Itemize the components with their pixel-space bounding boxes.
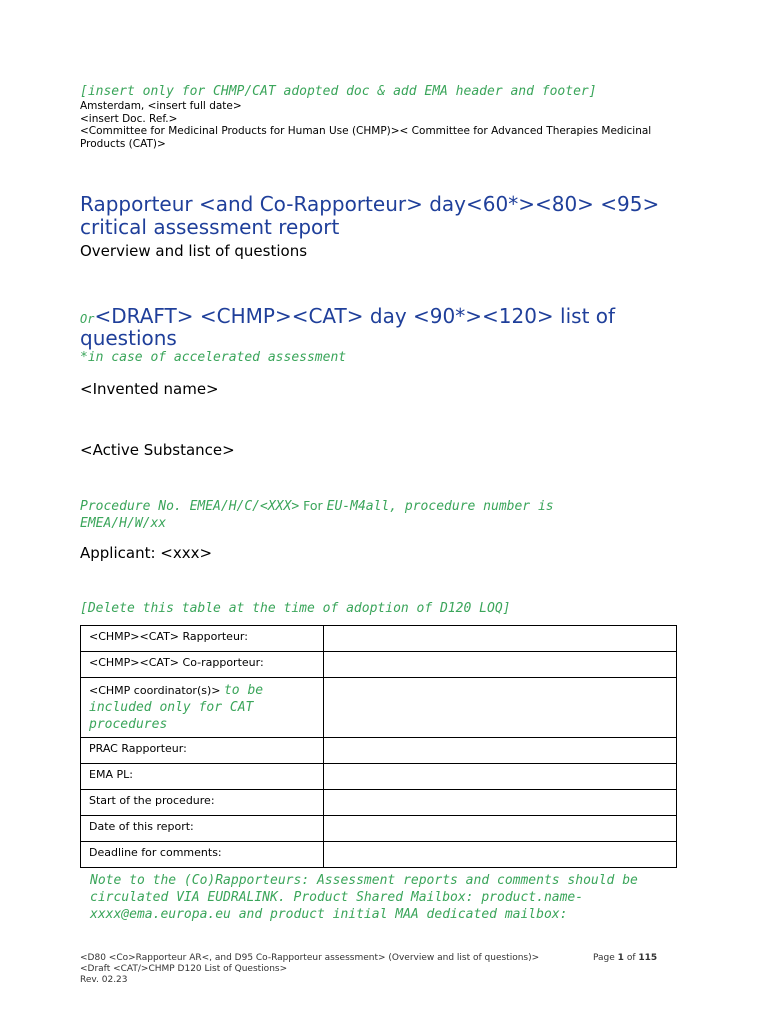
- procedure-part4: EMEA/H/W/xx: [80, 516, 167, 531]
- ema-pl-label: EMA PL:: [81, 764, 324, 790]
- deadline-value[interactable]: [324, 842, 677, 868]
- doc-ref: <insert Doc. Ref.>: [80, 113, 178, 125]
- procedure-part2: For: [299, 498, 327, 513]
- table-row: [81, 842, 677, 868]
- applicant: Applicant: <xxx>: [80, 544, 213, 562]
- title-line1: Rapporteur <and Co-Rapporteur> day<60*><80> <95>: [80, 192, 660, 216]
- table-row: [81, 738, 677, 764]
- coordinator-value[interactable]: [324, 678, 677, 738]
- alt-title-text: <DRAFT> <CHMP><CAT> day <90*><120> list of: [94, 304, 616, 328]
- of-label: of: [626, 953, 636, 963]
- note-line3: xxxx@ema.europa.eu and product initial MAA dedicated mailbox:: [90, 907, 568, 922]
- procedure-part1: Procedure No. EMEA/H/C/<XXX>: [80, 499, 300, 514]
- date-value[interactable]: [324, 816, 677, 842]
- table-row: [81, 790, 677, 816]
- footer-left: [80, 953, 539, 986]
- date-label: Date of this report:: [81, 816, 324, 842]
- ema-pl-value[interactable]: [324, 764, 677, 790]
- committees: <Committee for Medicinal Products for Human Use (CHMP)>< Committee for Advanced Therapies Medicinal Products (CAT)>: [80, 125, 652, 150]
- page-label: Page: [593, 953, 615, 963]
- or-prefix: Or: [80, 312, 95, 326]
- title-line2: critical assessment report: [80, 215, 340, 239]
- prac-label: PRAC Rapporteur:: [81, 738, 324, 764]
- accelerated-footnote: *in case of accelerated assessment: [80, 350, 347, 365]
- start-label: Start of the procedure:: [81, 790, 324, 816]
- rapporteur-label: <CHMP><CAT> Rapporteur:: [81, 626, 324, 652]
- table-row: [81, 764, 677, 790]
- prac-value[interactable]: [324, 738, 677, 764]
- header-instruction: [insert only for CHMP/CAT adopted doc & add EMA header and footer]: [80, 84, 597, 99]
- procedure-number: [80, 497, 554, 532]
- page-total: 115: [638, 953, 658, 963]
- location-date: Amsterdam, <insert full date>: [80, 100, 242, 112]
- subtitle: Overview and list of questions: [80, 242, 308, 260]
- alt-title-line2: questions: [80, 326, 177, 350]
- coordinator-text: <CHMP coordinator(s)>: [89, 684, 221, 697]
- table-row: [81, 652, 677, 678]
- invented-name: <Invented name>: [80, 380, 219, 398]
- note-line1: Note to the (Co)Rapporteurs: Assessment reports and comments should be: [90, 873, 638, 888]
- table-row: [81, 816, 677, 842]
- footer-line3: Rev. 02.23: [80, 975, 128, 985]
- page-current: 1: [617, 953, 624, 963]
- active-substance: <Active Substance>: [80, 441, 235, 459]
- rapporteur-value[interactable]: [324, 626, 677, 652]
- note-line2: circulated VIA EUDRALINK. Product Shared Mailbox: product.name-: [90, 890, 584, 905]
- footer-line2: <Draft <CAT/>CHMP D120 List of Questions>: [80, 964, 288, 974]
- start-value[interactable]: [324, 790, 677, 816]
- table-row: [81, 626, 677, 652]
- coordinator-label: [81, 678, 324, 738]
- footer-line1: <D80 <Co>Rapporteur AR<, and D95 Co-Rapporteur assessment> (Overview and list of questions)>: [80, 953, 540, 963]
- table-row: [81, 678, 677, 738]
- co-rapporteur-label: <CHMP><CAT> Co-rapporteur:: [81, 652, 324, 678]
- page-number: [593, 953, 657, 964]
- coordinator-note: to be included only for CAT procedures: [89, 683, 264, 732]
- deadline-label: Deadline for comments:: [81, 842, 324, 868]
- procedure-info-table: [80, 625, 677, 868]
- procedure-part3: EU-M4all, procedure number is: [326, 499, 554, 514]
- eudralink-note: [90, 872, 638, 923]
- table-instruction: [Delete this table at the time of adoption of D120 LOQ]: [80, 601, 511, 616]
- co-rapporteur-value[interactable]: [324, 652, 677, 678]
